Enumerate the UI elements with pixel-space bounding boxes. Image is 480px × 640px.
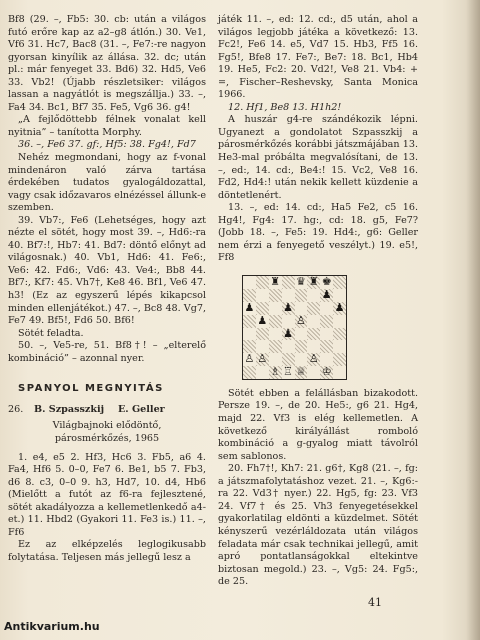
left-column — [8, 14, 206, 564]
chess-board — [242, 275, 347, 380]
paragraph: 50. –, Ve5-re, 51. Bf8†! – „elterelő kombináció” – azonnal nyer. — [8, 340, 206, 364]
board-square — [307, 289, 320, 302]
right-column — [218, 14, 418, 589]
board-square — [282, 289, 295, 302]
board-square — [320, 328, 333, 341]
board-square — [307, 328, 320, 341]
board-square: ♟ — [334, 300, 345, 314]
watermark-text: Antikvarium.hu — [4, 620, 100, 633]
board-square: ♙ — [308, 352, 319, 366]
board-square — [243, 315, 256, 328]
event-line: párosmérkőzés, 1965 — [54, 432, 160, 444]
board-square — [256, 328, 269, 341]
paragraph: 36. –, Fe6 37. gf:, Hf5: 38. Fg4!, Fd7 — [18, 139, 196, 151]
board-square: ♟ — [244, 300, 255, 314]
paragraph: „A fejlődöttebb félnek vonalat kell nyitnia” – tanította Morphy. — [8, 114, 206, 138]
board-square — [320, 340, 333, 353]
board-square — [269, 315, 282, 328]
board-square — [269, 340, 282, 353]
board-square — [333, 315, 346, 328]
board-square — [243, 276, 256, 289]
board-square — [256, 366, 269, 379]
board-square — [295, 340, 308, 353]
board-square: ♙ — [257, 352, 268, 366]
board-square — [295, 328, 308, 341]
board-square — [282, 276, 295, 289]
board-square — [295, 302, 308, 315]
board-square — [269, 289, 282, 302]
board-square — [243, 289, 256, 302]
board-square: ♙ — [244, 352, 255, 366]
paragraph: 12. Hf1, Be8 13. H1h2! — [228, 101, 342, 113]
paragraph: 1. e4, e5 2. Hf3, Hc6 3. Fb5, a6 4. Fa4, Hf6 5. 0–0, Fe7 6. Be1, b5 7. Fb3, d6 8. c3, 0–0 9. h3, Hd7, 10. d4, Hb6 (Mielőtt a futót az f6-ra fejlesztené, sötét akadályozza a kellemetlenkedő a4-et.) 11. Hbd2 (Gyakori 11. Fe3 is.) 11. –, Ff6 — [8, 451, 206, 538]
white-player: B. Szpasszkij — [34, 403, 105, 415]
event-line: Világbajnoki elődöntő, — [52, 420, 162, 432]
board-square: ♚ — [321, 274, 332, 288]
board-square — [307, 302, 320, 315]
board-square — [243, 328, 256, 341]
board-square: ♟ — [283, 326, 293, 340]
board-square — [307, 366, 320, 379]
paragraph: Bf8 (29. –, Fb5: 30. cb: után a világos futó erőre kap az a2–g8 átlón.) 30. Ve1, Vf6 31. Hc7, Bac8 (31. –, Fe7:-re nagyon gyorsan kinyílik az állása. 32. dc; után pl.: már fenyeget 33. Bd6) 32. Hd5, Ve6 33. Vb2! (Újabb részletsiker: világos lassan a nagyátlót is megszállja.) 33. –, Fa4 34. Bc1, Bf7 35. Fe5, Vg6 36. g4! — [8, 14, 206, 113]
black-player: E. Geller — [118, 403, 165, 415]
board-square — [256, 302, 269, 315]
book-spine-shadow — [466, 0, 480, 640]
chess-diagram — [242, 275, 347, 380]
board-square — [295, 289, 308, 302]
board-square: ♙ — [296, 313, 306, 327]
paragraph: 39. Vb7:, Fe6 (Lehetséges, hogy azt nézte el sötét, hogy most 39. –, Hd6:-ra 40. Bf7:!, Hb7: 41. Bd7: döntő előnyt ad világosnak.) 40. Vb1, Hd6: 41. Fe6:, Ve6: 42. Fd6:, Vd6: 43. Ve4:, Bb8 44. Bf7:, Kf7: 45. Vh7†, Ke8 46. Bf1, Ve6 47. h3! (Ez az egyszerű lépés kikapcsol minden ellenjátékot.) 47. –, Bc8 48. Vg7, Fe7 49. Bf5!, Fd6 50. Bf6! — [8, 214, 206, 327]
board-square — [320, 302, 333, 315]
board-square: ♗ — [270, 365, 281, 379]
board-square — [256, 289, 269, 302]
board-square: ♜ — [270, 274, 281, 288]
board-square: ♔ — [321, 365, 332, 379]
game-number: 26. — [8, 403, 24, 415]
board-square — [256, 276, 269, 289]
board-square — [333, 289, 346, 302]
page-number: 41 — [368, 596, 382, 609]
section-heading: SPANYOL MEGNYITÁS — [18, 383, 164, 395]
board-square — [282, 315, 295, 328]
board-square: ♜ — [308, 274, 319, 288]
paragraph: Sötét ebben a felállásban bizakodott. Persze 19. –, de 20. He5:, g6 21. Hg4, majd 22. Vf3 is elég kellemetlen. A következő királyállást romboló kombináció a g-gyalog miatt távolról sem sablonos. — [218, 387, 418, 462]
board-square — [307, 315, 320, 328]
board-square: ♟ — [257, 313, 268, 327]
paragraph: A huszár g4-re szándékozik lépni. Ugyanezt a gondolatot Szpasszkij a párosmérkőzés korábbi játszmájában 13. He3-mal próbálta megvalósítani, de 13. –, ed:, 14. cd:, Be4:! 15. Vc2, Ve8 16. Fd2, Hd4:! után nekik kellett küzdenie a döntetlenért. — [218, 114, 418, 201]
paragraph: Nehéz megmondani, hogy az f-vonal mindenáron való zárva tartása érdekében tudatos gyalogáldozattal, vagy csak időzavaros elnézéssel állunk-e szemben. — [8, 152, 206, 214]
paragraph: 13. –, ed: 14. cd:, Ha5 Fe2, c5 16. Hg4!, Fg4: 17. hg:, cd: 18. g5, Fe7? (Jobb 18. –, Fe5: 19. Hd4:, g6: Geller nem érzi a fenyegető veszélyt.) 19. e5!, Ff8 — [218, 202, 418, 264]
board-square: ♛ — [296, 274, 306, 288]
board-square — [320, 315, 333, 328]
board-square — [333, 340, 346, 353]
board-square — [333, 328, 346, 341]
paragraph: Sötét feladta. — [18, 327, 84, 339]
board-square: ♖ — [283, 365, 293, 379]
paragraph: játék 11. –, ed: 12. cd:, d5 után, ahol a világos legjobb játéka a következő: 13. Fc2!, Fe6 14. e5, Vd7 15. Hb3, Ff5 16. Fg5!, Bfe8 17. Fe7:, Be7: 18. Bc1, Hb4 19. He5, Fc2: 20. Vd2!, Ve8 21. Vb4: + =, Fischer–Reshevsky, Santa Monica 1966. — [218, 14, 418, 101]
board-square — [333, 366, 346, 379]
paragraph: 20. Fh7†!, Kh7: 21. g6†, Kg8 (21. –, fg: a játszmafolytatáshoz vezet. 21. –, Kg6:-ra 22. Vd3† nyer.) 22. Hg5, fg: 23. Vf3 24. Vf7† és 25. Vh3 fenyegetésekkel gyakorlatilag eldönti a küzdelmet. Sötét kényszerű vezérláldozata után világos feladata már csak technikai jellegű, amit apró pontatlanságokkal eltekintve biztosan megold.) 23. –, Vg5: 24. Fg5:, de 25. — [218, 463, 418, 588]
board-square — [269, 328, 282, 341]
board-square — [269, 302, 282, 315]
game-header — [8, 404, 206, 417]
board-square — [243, 366, 256, 379]
board-square: ♟ — [283, 300, 293, 314]
board-square: ♕ — [296, 365, 306, 379]
paragraph: Ez az elképzelés leglogikusabb folytatása. Teljesen más jellegű lesz a — [8, 539, 206, 563]
board-square: ♟ — [321, 287, 332, 301]
board-square — [333, 353, 346, 366]
board-square — [282, 340, 295, 353]
board-square — [333, 276, 346, 289]
